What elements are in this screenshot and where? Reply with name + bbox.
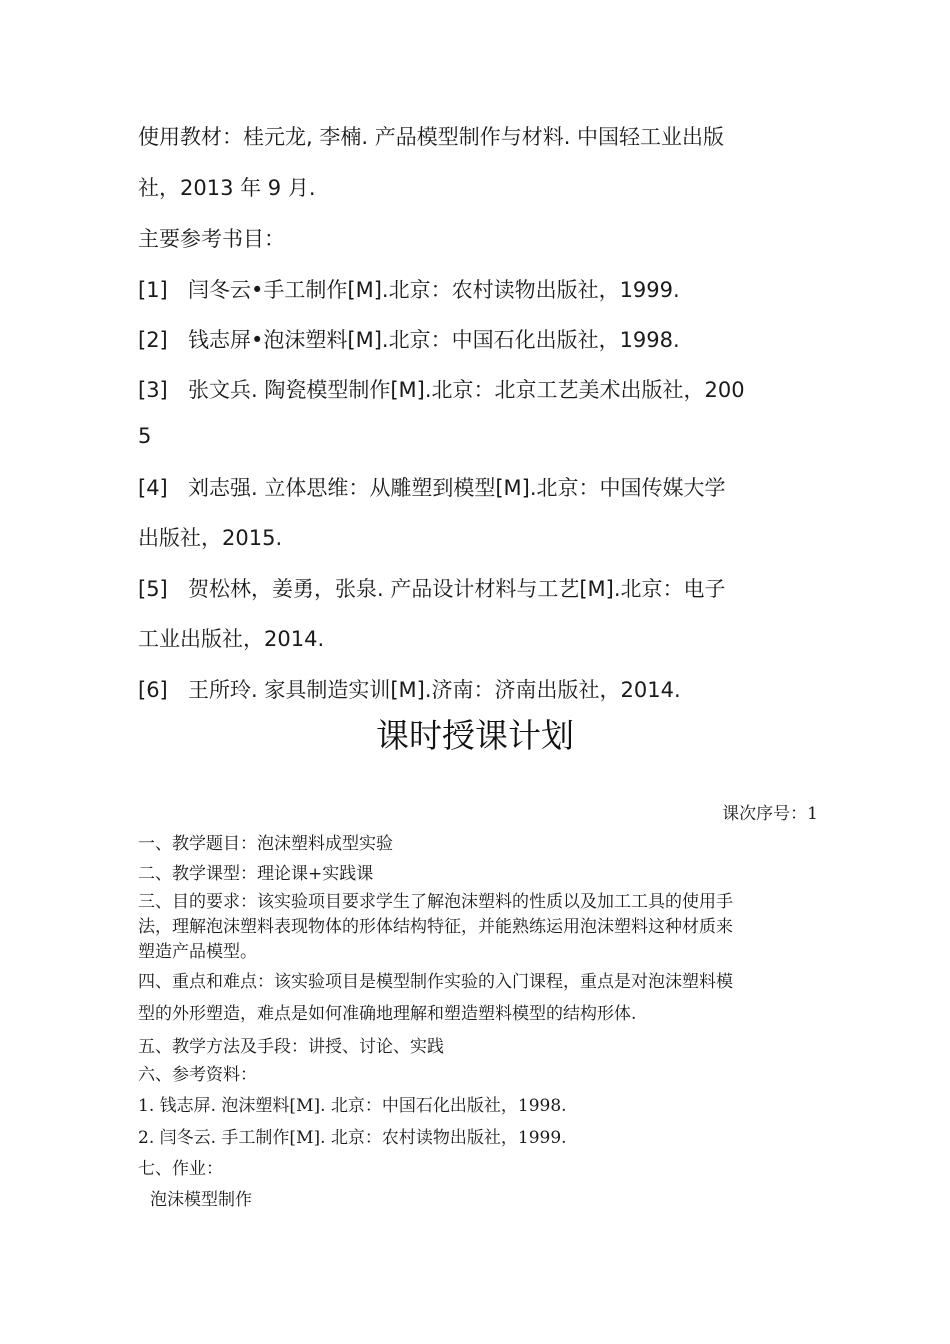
objectives-line: 塑造产品模型。 bbox=[138, 942, 257, 962]
plan-reference-item: 2. 闫冬云. 手工制作[M]. 北京：农村读物出版社，1999. bbox=[138, 1128, 567, 1148]
objectives-line: 三、目的要求：该实验项目要求学生了解泡沫塑料的性质以及加工工具的使用手 bbox=[138, 892, 733, 912]
reference-text: 闫冬云•手工制作[M].北京：农村读物出版社，1999. bbox=[188, 278, 680, 302]
references-label: 六、参考资料： bbox=[138, 1065, 257, 1085]
reference-item bbox=[138, 274, 680, 304]
reference-item bbox=[138, 674, 681, 704]
reference-number: [5] bbox=[138, 577, 168, 601]
reference-text: 钱志屏•泡沫塑料[M].北京：中国石化出版社，1998. bbox=[188, 328, 680, 352]
plan-reference-item: 1. 钱志屏. 泡沫塑料[M]. 北京：中国石化出版社，1998. bbox=[138, 1096, 567, 1116]
homework-text: 泡沫模型制作 bbox=[150, 1190, 252, 1210]
textbook-line-1: 使用教材：桂元龙, 李楠. 产品模型制作与材料. 中国轻工业出版 bbox=[138, 125, 725, 149]
reference-item bbox=[138, 324, 680, 354]
reference-continuation: 工业出版社，2014. bbox=[138, 627, 325, 651]
key-points-line: 型的外形塑造，难点是如何准确地理解和塑造塑料模型的结构形体. bbox=[138, 1004, 637, 1024]
textbook-line-2: 社，2013 年 9 月. bbox=[138, 176, 316, 200]
reference-item bbox=[138, 374, 745, 404]
objectives-line: 法，理解泡沫塑料表现物体的形体结构特征，并能熟练运用泡沫塑料这种材质来 bbox=[138, 917, 733, 937]
lesson-number: 课次序号：1 bbox=[722, 804, 818, 824]
references-heading: 主要参考书目： bbox=[138, 227, 285, 251]
plan-title: 课时授课计划 bbox=[376, 716, 574, 755]
reference-item bbox=[138, 472, 726, 502]
reference-number: [2] bbox=[138, 328, 168, 352]
reference-continuation: 出版社，2015. bbox=[138, 526, 283, 550]
teaching-topic: 一、教学题目：泡沫塑料成型实验 bbox=[138, 834, 393, 854]
reference-item bbox=[138, 573, 726, 603]
homework-label: 七、作业： bbox=[138, 1159, 223, 1179]
reference-text: 贺松林，姜勇，张泉. 产品设计材料与工艺[M].北京：电子 bbox=[188, 577, 726, 601]
key-points-line: 四、重点和难点：该实验项目是模型制作实验的入门课程，重点是对泡沫塑料模 bbox=[138, 972, 733, 992]
lesson-type: 二、教学课型：理论课+实践课 bbox=[138, 864, 374, 884]
reference-text: 刘志强. 立体思维：从雕塑到模型[M].北京：中国传媒大学 bbox=[188, 476, 726, 500]
reference-number: [6] bbox=[138, 678, 168, 702]
reference-text: 张文兵. 陶瓷模型制作[M].北京：北京工艺美术出版社，200 bbox=[188, 378, 745, 402]
reference-continuation: 5 bbox=[138, 424, 152, 448]
reference-text: 王所玲. 家具制造实训[M].济南：济南出版社，2014. bbox=[188, 678, 681, 702]
reference-number: [3] bbox=[138, 378, 168, 402]
teaching-methods: 五、教学方法及手段：讲授、讨论、实践 bbox=[138, 1037, 444, 1057]
reference-number: [4] bbox=[138, 476, 168, 500]
reference-number: [1] bbox=[138, 278, 168, 302]
